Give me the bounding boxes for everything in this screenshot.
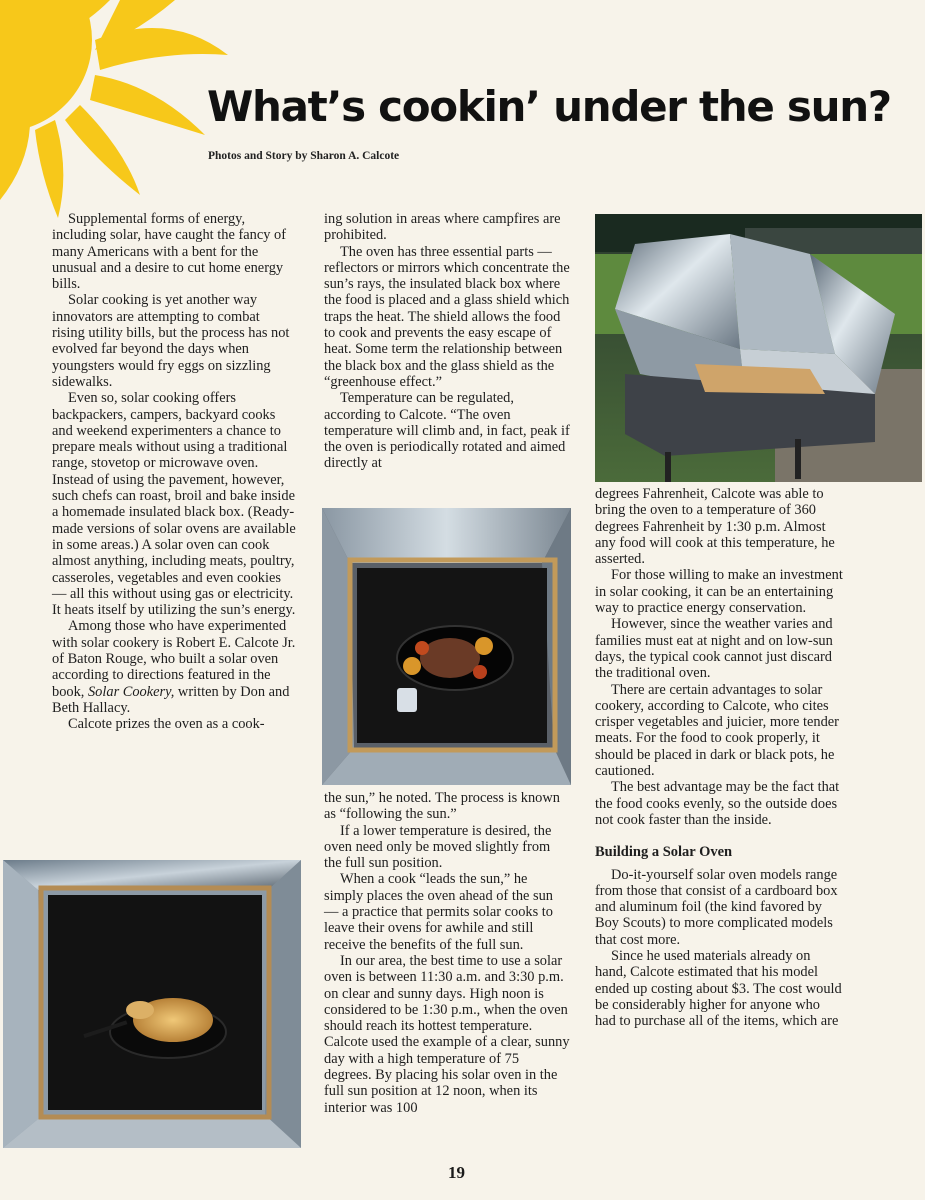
page-number: 19 xyxy=(448,1163,465,1182)
outdoor-solar-oven-photo xyxy=(595,214,922,482)
text-column-1 xyxy=(52,211,296,733)
sun-illustration xyxy=(0,0,240,225)
text-run: Among those who have experimented with solar cookery is Robert E. Calcote Jr. of Baton Rouge, who built a solar oven according to directions featured in the book, xyxy=(52,618,296,700)
paragraph: However, since the weather varies and families must eat at night and on low-sun days, the typical cook cannot just discard the traditional oven. xyxy=(595,616,833,682)
paragraph: Even so, solar cooking offers backpackers, campers, backyard cooks and weekend experimenters a chance to prepare meals without using a traditional range, stovetop or microwave oven. Instead of using the pavement, however, such chefs can roast, broil and bake inside a homemade insulated black box. (Ready-made versions of solar ovens are available in some areas.) A solar oven can cook almost anything, including meats, poultry, casseroles, vegetables and even cookies — all this without using gas or electricity. It heats itself by utilizing the sun’s energy. xyxy=(52,390,296,619)
paragraph: Calcote prizes the oven as a cook- xyxy=(68,716,265,733)
text-column-2-bottom xyxy=(324,790,570,1116)
paragraph: the sun,” he noted. The process is known as “following the sun.” xyxy=(324,790,560,823)
book-title: Solar Cookery, xyxy=(87,683,175,700)
solar-oven-chicken-photo xyxy=(3,860,301,1148)
paragraph: When a cook “leads the sun,” he simply places the oven ahead of the sun — a practice that permits solar cooks to leave their ovens for awhile and still receive the benefits of the full sun. xyxy=(324,871,553,953)
text-run: written by Don and Beth Hallacy. xyxy=(52,683,290,716)
paragraph: If a lower temperature is desired, the oven need only be moved slightly from the full sun position. xyxy=(324,822,552,872)
paragraph: The best advantage may be the fact that the food cooks evenly, so the outside does not cook faster than the inside. xyxy=(595,779,840,828)
paragraph: Solar cooking is yet another way innovators are attempting to combat rising utility bills, but the process has not evolved far beyond the days when youngsters would fry eggs on sizzling sidewalks. xyxy=(52,292,290,390)
paragraph xyxy=(52,618,296,716)
text-column-2-top xyxy=(324,211,570,472)
section-subhead: Building a Solar Oven xyxy=(595,844,733,861)
solar-oven-roast-photo xyxy=(322,508,571,785)
paragraph: ing solution in areas where campfires are prohibited. xyxy=(324,211,561,244)
paragraph: Since he used materials already on hand, Calcote estimated that his model ended up costing about $3. The cost would be considerably higher for anyone who had to purchase all of the items, which are xyxy=(595,948,842,1030)
paragraph: The oven has three essential parts — reflectors or mirrors which concentrate the sun’s rays, the insulated black box where the food is placed and a glass shield which traps the heat. The shield allows the food to cook and prevents the easy escape of heat. Some term the relationship between the black box and the glass shield as the “greenhouse effect.” xyxy=(324,243,570,390)
paragraph: Temperature can be regulated, according to Calcote. “The oven temperature will climb and, in fact, peak if the oven is periodically rotated and aimed directly at xyxy=(324,390,570,472)
article-title: What’s cookin’ under the sun? xyxy=(207,82,891,131)
paragraph: Supplemental forms of energy, including solar, have caught the fancy of many Americans with a bent for the unusual and a desire to cut home energy bills. xyxy=(52,211,286,293)
paragraph: degrees Fahrenheit, Calcote was able to bring the oven to a temperature of 360 degrees Fahrenheit by 1:30 p.m. Almost any food will cook at this temperature, he asserted. xyxy=(595,486,835,568)
paragraph: For those willing to make an investment in solar cooking, it can be an entertaining way to practice energy conservation. xyxy=(595,567,843,617)
paragraph: In our area, the best time to use a solar oven is between 11:30 a.m. and 3:30 p.m. on clear and sunny days. High noon is considered to be 1:30 p.m., when the oven should reach its hottest temperature. Calcote used the example of a clear, sunny day with a high temperature of 75 degrees. By placing his solar oven in the full sun position at 12 noon, when its interior was 100 xyxy=(324,952,570,1116)
paragraph: Do-it-yourself solar oven models range from those that consist of a cardboard box and aluminum foil (the kind favored by Boy Scouts) to more complicated models that cost more. xyxy=(595,866,838,948)
article-byline: Photos and Story by Sharon A. Calcote xyxy=(208,150,400,162)
paragraph: There are certain advantages to solar cookery, according to Calcote, who cites crisper vegetables and juicier, more tender meats. For the food to cook properly, it should be placed in dark or black pots, he cautioned. xyxy=(595,681,839,780)
text-column-3 xyxy=(595,486,843,1030)
